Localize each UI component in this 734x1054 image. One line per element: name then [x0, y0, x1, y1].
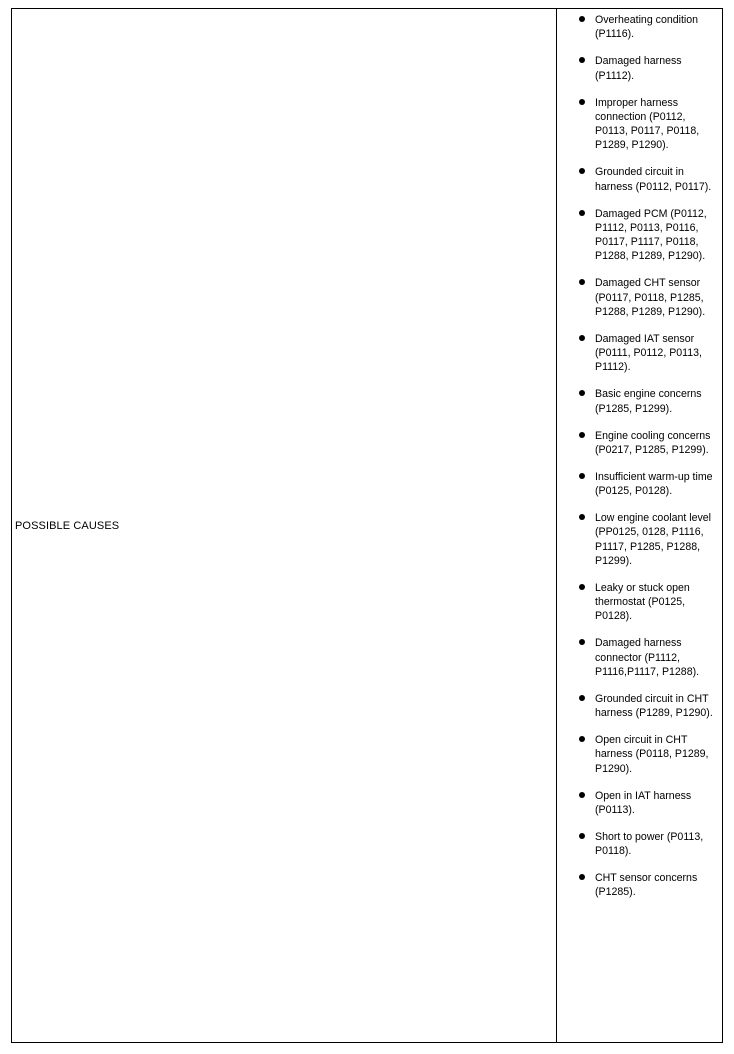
cause-text: Damaged PCM (P0112, P1112, P0113, P0116, P0117, P1117, P0118, P1288, P1289, P1290).: [595, 207, 707, 263]
cause-item: [577, 830, 715, 858]
bullet-icon: [579, 279, 585, 285]
bullet-icon: [579, 432, 585, 438]
cause-item: [577, 511, 715, 568]
causes-cell: [557, 9, 722, 1042]
cause-item: [577, 276, 715, 319]
cause-text: CHT sensor concerns (P1285).: [595, 872, 698, 899]
bullet-icon: [579, 584, 585, 590]
bullet-icon: [579, 792, 585, 798]
cause-text: Low engine coolant level (PP0125, 0128, P1116, P1117, P1285, P1288, P1299).: [595, 512, 712, 567]
cause-text: Grounded circuit in harness (P0112, P0117).: [595, 166, 712, 193]
cause-text: Overheating condition (P1116).: [595, 14, 699, 41]
bullet-icon: [579, 874, 585, 880]
cause-item: [577, 165, 715, 193]
cause-item: [577, 429, 715, 457]
cause-text: Short to power (P0113, P0118).: [595, 830, 704, 858]
cause-text: Engine cooling concerns (P0217, P1285, P1299).: [595, 429, 711, 456]
causes-list: [577, 13, 722, 900]
bullet-icon: [579, 168, 585, 174]
cause-text: Open circuit in CHT harness (P0118, P1289, P1290).: [595, 734, 709, 775]
bullet-icon: [579, 99, 585, 105]
cause-text: Leaky or stuck open thermostat (P0125, P0128).: [595, 581, 690, 623]
cause-text: Basic engine concerns (P1285, P1299).: [595, 388, 702, 415]
cause-item: [577, 871, 715, 899]
cause-item: [577, 789, 715, 817]
bullet-icon: [579, 695, 585, 701]
cause-text: Grounded circuit in CHT harness (P1289, P1290).: [595, 692, 713, 720]
cause-text: Open in IAT harness (P0113).: [595, 789, 692, 816]
cause-text: Damaged harness connector (P1112, P1116,P1117, P1288).: [595, 637, 700, 678]
cause-item: [577, 733, 715, 776]
bullet-icon: [579, 57, 585, 63]
bullet-icon: [579, 833, 585, 839]
cause-item: [577, 332, 715, 375]
cause-text: Improper harness connection (P0112, P0113, P0117, P0118, P1289, P1290).: [595, 96, 700, 152]
bullet-icon: [579, 335, 585, 341]
cause-item: [577, 96, 715, 153]
cause-item: [577, 387, 715, 415]
possible-causes-table: [11, 8, 723, 1043]
cause-item: [577, 470, 715, 498]
row-label-cell: [12, 9, 557, 1042]
bullet-icon: [579, 16, 585, 22]
cause-text: Damaged harness (P1112).: [595, 55, 682, 82]
bullet-icon: [579, 210, 585, 216]
bullet-icon: [579, 473, 585, 479]
cause-item: [577, 692, 715, 720]
row-label: POSSIBLE CAUSES: [15, 519, 120, 532]
cause-text: Damaged CHT sensor (P0117, P0118, P1285, P1288, P1289, P1290).: [595, 277, 706, 318]
cause-text: Damaged IAT sensor (P0111, P0112, P0113, P1112).: [595, 332, 702, 374]
bullet-icon: [579, 639, 585, 645]
bullet-icon: [579, 736, 585, 742]
cause-item: [577, 54, 715, 82]
cause-item: [577, 636, 715, 679]
cause-text: Insufficient warm-up time (P0125, P0128).: [595, 470, 713, 498]
bullet-icon: [579, 390, 585, 396]
bullet-icon: [579, 514, 585, 520]
cause-item: [577, 13, 715, 41]
cause-item: [577, 207, 715, 264]
cause-item: [577, 581, 715, 624]
